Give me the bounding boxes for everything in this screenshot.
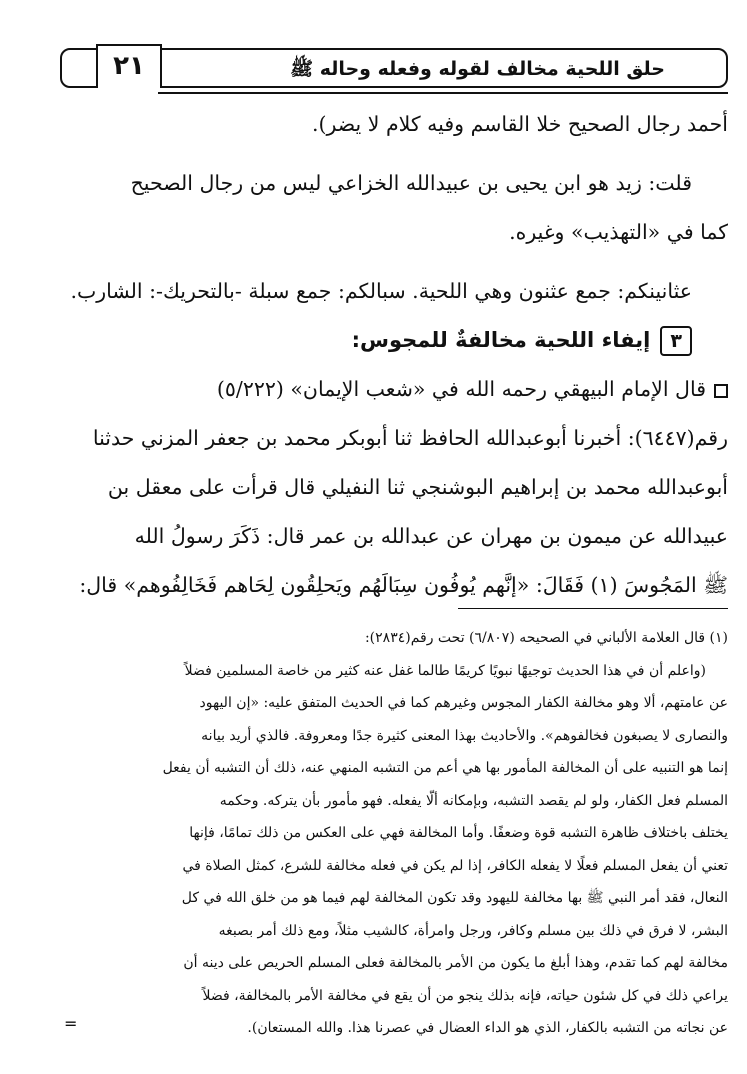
footnote-line: عن عامتهم، ألا وهو مخالفة الكفار المجوس وغيرهم كما في الحديث المتفق عليه: «إن اليهود bbox=[199, 695, 728, 711]
header-rule bbox=[158, 92, 728, 94]
section-number-badge: ٣ bbox=[660, 326, 692, 356]
hadith-line bbox=[60, 369, 728, 418]
text-line: أحمد رجال الصحيح خلا القاسم وفيه كلام لا يضر). bbox=[311, 112, 728, 136]
footnote-line: تعني أن يفعل المسلم فعلًا لا يفعله الكافر، إذا لم يكن في فعله مخالفة للشرع، كمثل الصلاة في bbox=[182, 857, 728, 874]
running-title: حلق اللحية مخالف لقوله وفعله وحاله ﷺ bbox=[290, 58, 665, 80]
hadith-line: عبيدالله عن ميمون بن مهران عن عبدالله بن عمر قال: ذَكَرَ رسولُ الله bbox=[134, 524, 728, 548]
square-bullet-icon bbox=[714, 384, 728, 398]
footnote-line: إنما هو التنبيه على أن المخالفة المأمور بها هي أعم من التشبه المنهي عنه، ذلك أن التشبه أن يفعل bbox=[162, 760, 728, 776]
continued-mark: = bbox=[64, 1014, 78, 1033]
hadith-line-text: قال الإمام البيهقي رحمه الله في «شعب الإيمان» (٥/٢٢٢) bbox=[216, 377, 706, 401]
section-heading bbox=[60, 320, 728, 369]
section-title: إيفاء اللحية مخالفةٌ للمجوس: bbox=[351, 328, 651, 352]
footnote-line: البشر، لا فرق في ذلك بين مسلم وكافر، ورجل وامرأة، كالشيب مثلاً، ومع ذلك أمر بصبغه bbox=[218, 922, 728, 939]
footnote-line: والنصارى لا يصبغون فخالفوهم». والأحاديث بهذا المعنى كثيرة جدًا ومعروفة. فالذي أريد بيانه bbox=[201, 727, 728, 744]
footnote-line: يراعي ذلك في كل شئون حياته، فإنه بذلك ينجو من أن يقع في مخالفة الأمر بالمخالفة، فضلاً bbox=[202, 987, 728, 1004]
footnotes bbox=[60, 622, 728, 1045]
footnote-line: (١) قال العلامة الألباني في الصحيحه (٦/٨٠٧) تحت رقم(٢٨٣٤): bbox=[364, 630, 728, 646]
footnote-line: عن نجاته من التشبه بالكفار، الذي هو الداء العضال في عصرنا هذا. والله المستعان). bbox=[247, 1020, 728, 1036]
footnote-line: مخالفة لهم كما تقدم، وهذا أبلغ ما يكون من الأمر بالمخالفة فعلى المسلم الحريص على دينه أن bbox=[183, 955, 728, 971]
footnote-line: المسلم فعل الكفار، ولو لم يقصد التشبه، وبإمكانه ألّا يفعله. فهو مأمور بأن يتركه. وحكمه bbox=[219, 792, 728, 809]
text-line: كما في «التهذيب» وغيره. bbox=[509, 220, 728, 244]
main-text bbox=[60, 104, 728, 614]
hadith-line: ﷺ المَجُوسَ (١) فَقَالَ: «إنَّهم يُوفُون سِبَالَهُم ويَحلِقُون لِحَاهم فَخَالِفُوهم» قال: bbox=[79, 573, 728, 597]
text-line: قلت: زيد هو ابن يحيى بن عبيدالله الخزاعي ليس من رجال الصحيح bbox=[130, 171, 692, 195]
footnote-line: النعال، فقد أمر النبي ﷺ بها مخالفة لليهود وقد تكون المخالفة لهم فيما هو من خلق الله في كل bbox=[181, 890, 728, 906]
page-number: ٢١ bbox=[113, 51, 145, 81]
text-line: عثانينكم: جمع عثنون وهي اللحية. سبالكم: جمع سبلة -بالتحريك-: الشارب. bbox=[70, 279, 692, 303]
hadith-line: أبوعبدالله محمد بن إبراهيم البوشنجي ثنا النفيلي قال قرأت على معقل بن bbox=[107, 475, 728, 499]
hadith-line: رقم(٦٤٤٧): أخبرنا أبوعبدالله الحافظ ثنا أبوبكر محمد بن جعفر المزني حدثنا bbox=[92, 426, 728, 450]
footnote-divider bbox=[458, 608, 728, 609]
footnote-line: يختلف باختلاف ظاهرة التشبه قوة وضعفًا. وأما المخالفة فهي على العكس من ذلك تمامًا، فإنها bbox=[189, 825, 728, 841]
footnote-line: (واعلم أن في هذا الحديث توجيهًا نبويًا كريمًا طالما غفل عنه كثير من خاصة المسلمين فضلاً bbox=[184, 662, 706, 679]
